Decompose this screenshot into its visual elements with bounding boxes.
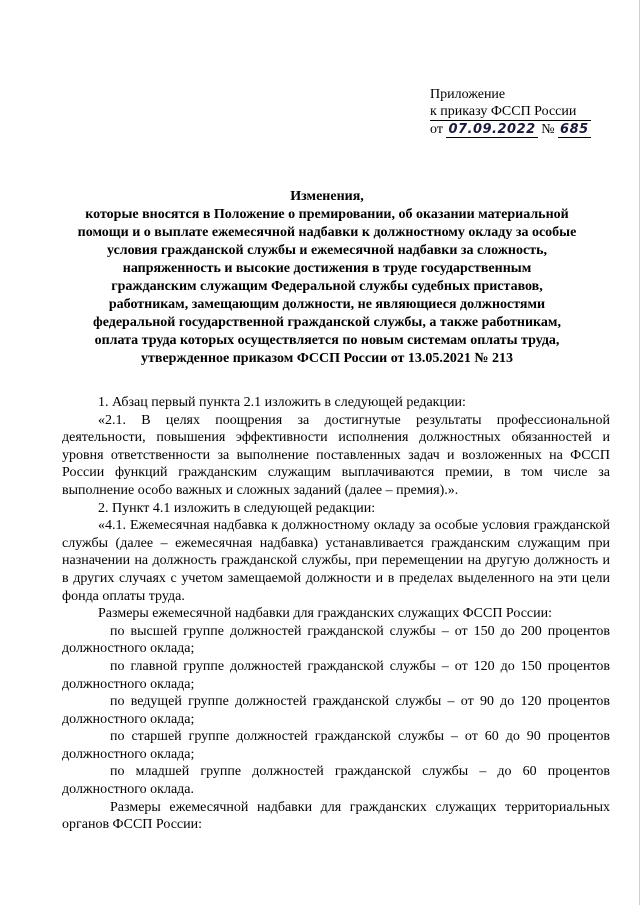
number-sign: № [541,122,555,137]
paragraph: Размеры ежемесячной надбавки для гражданских служащих территориальных органов ФССП России: [62,799,610,833]
document-body [62,394,610,834]
title-line: федеральной государственной гражданской службы, а также работникам, [93,315,561,330]
title-line: работникам, замещающим должности, не являющиеся должностями [108,297,546,312]
handwritten-number: 685 [560,122,589,137]
title-line: утвержденное приказом ФССП России от 13.05.2021 № 213 [141,351,513,366]
title-line: гражданским служащим Федеральной службы судебных приставов, [111,279,543,294]
title-line: оплата труда которых осуществляется по новым системам оплаты труда, [94,333,560,348]
paragraph: по старшей группе должностей гражданской службы – от 60 до 90 процентов должностного оклада; [62,729,610,762]
paragraph: «2.1. В целях поощрения за достигнутые результаты профессиональной деятельности, повышения эффективности исполнения должностных обязанностей и уровня ответственности за выполнение поставленных задач и возложенных на ФССП России функций гражданским служащим выплачиваются премии, в том числе за выполнение особо важных и сложных заданий (далее – премия).». [62,412,610,498]
attachment-label: Приложение [430,87,506,102]
attachment-block [430,86,591,138]
paragraph: по главной группе должностей гражданской службы – от 120 до 150 процентов должностного оклада; [62,658,610,692]
paragraph: Размеры ежемесячной надбавки для гражданских служащих ФССП России: [98,606,553,622]
title-line: условия гражданской службы и ежемесячной надбавки за сложность, [107,243,547,258]
paragraph: 1. Абзац первый пункта 2.1 изложить в следующей редакции: [98,395,466,410]
paragraph: по младшей группе должностей гражданской службы – до 60 процентов должностного оклада. [62,764,610,798]
title-line: помощи и о выплате ежемесячной надбавки к должностному окладу за особые [77,225,577,240]
document-title [62,188,592,368]
paragraph: 2. Пункт 4.1 изложить в следующей редакции: [98,500,376,516]
title-line: напряженность и высокие достижения в труде государственным [122,261,532,276]
date-prefix: от [430,122,443,137]
paragraph: «4.1. Ежемесячная надбавка к должностному окладу за особые условия гражданской службы (далее – ежемесячная надбавка) устанавливается гражданским служащим при назначении на должность гражданской службы, при перемещении на другую должность и в других случаях с учетом замещаемой должности и в пределах выделенного на эти цели фонда оплаты труда. [62,518,610,604]
order-date-line [430,121,591,138]
order-reference: к приказу ФССП России [430,103,591,121]
paragraph: по ведущей группе должностей гражданской службы – от 90 до 120 процентов должностного оклада; [62,694,610,727]
title-line: Изменения, [290,189,364,204]
handwritten-date: 07.09.2022 [448,122,536,137]
title-line: которые вносятся в Положение о премировании, об оказании материальной [85,207,569,222]
paragraph: по высшей группе должностей гражданской службы – от 150 до 200 процентов должностного оклада; [62,623,610,657]
